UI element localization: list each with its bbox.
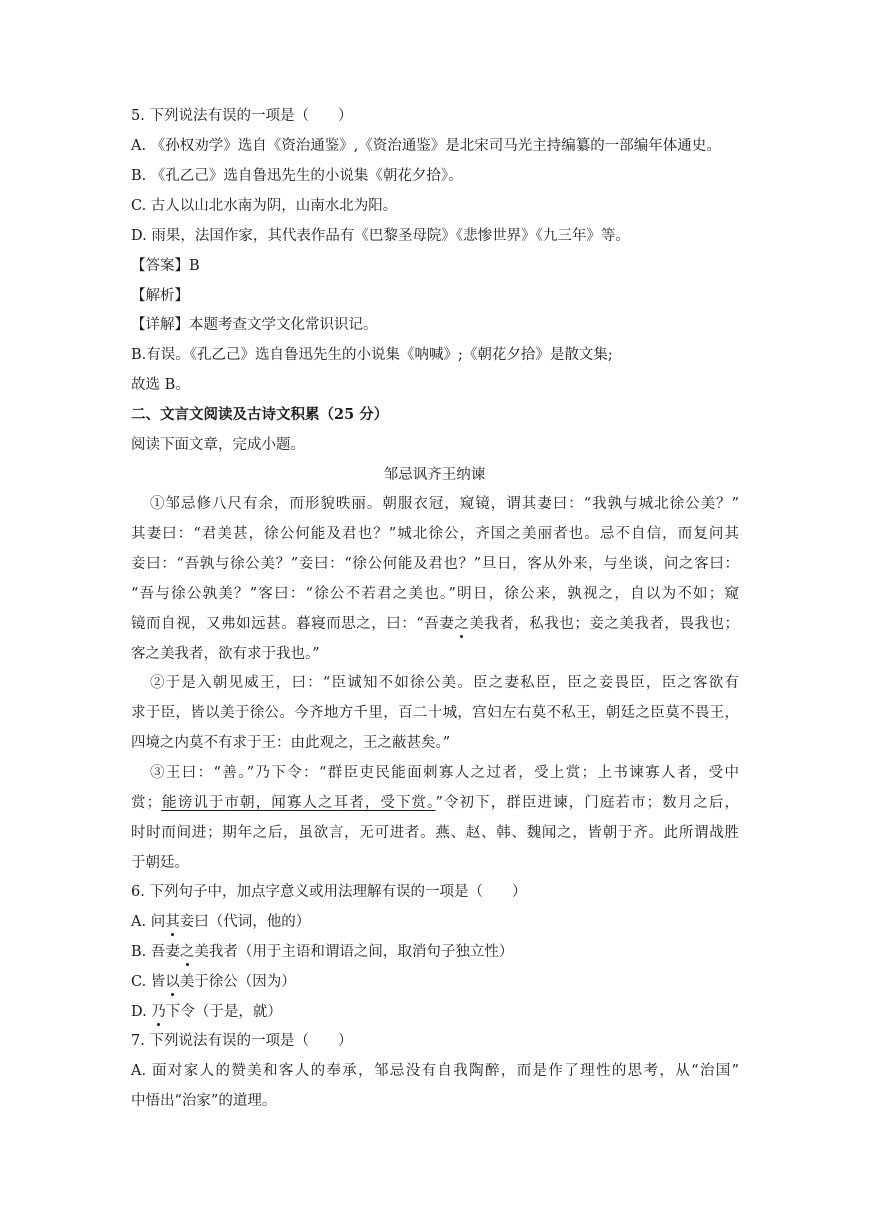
option-text: 美我者（用于主语和谓语之间，取消句子独立性） — [194, 944, 514, 960]
passage-p3-line: ③王曰：“善。”乃下令：“群臣吏民能面刺寡人之过者，受上赏；上书谏寡人者，受中 — [150, 765, 739, 781]
passage-p3-line: 时时而间进；期年之后，虽欲言，无可进者。燕、赵、韩、魏闻之，皆朝于齐。此所谓战胜 — [131, 825, 739, 841]
q5-detail: 【详解】本题考查文学文化常识识记。 — [131, 317, 378, 333]
q6-option-b — [131, 942, 513, 962]
q5-explanation: B.有误。《孔乙己》选自鲁迅先生的小说集《呐喊》;《朝花夕拾》是散文集; — [131, 347, 613, 363]
q6-option-d — [131, 1002, 282, 1022]
passage-p3-line: 于朝廷。 — [131, 855, 189, 871]
emphasis-dot-char: 其 — [165, 914, 180, 930]
option-text: 妾曰（代词，他的） — [179, 914, 311, 930]
q5-choice: 故选 B。 — [131, 377, 190, 393]
passage-text: ”令初下，群臣进谏，门庭若市；数月之后， — [435, 795, 740, 811]
passage-p1-line: 客之美我者，欲有求于我也。” — [131, 646, 320, 662]
q5-option-d: D. 雨果，法国作家，其代表作品有《巴黎圣母院》《悲惨世界》《九三年》等。 — [131, 228, 630, 244]
passage-p1-line: 妾曰：“吾孰与徐公美？”妾曰：“徐公何能及君也？”旦日，客从外来，与坐谈，问之客曰： — [131, 556, 739, 572]
q6-option-c — [131, 972, 296, 992]
q5-stem: 5. 下列说法有误的一项是（ ） — [131, 108, 353, 124]
q7-option-a-continued: 中悟出“治家”的道理。 — [131, 1093, 277, 1109]
passage-title: 邹忌讽齐王纳谏 — [383, 467, 486, 483]
section-heading: 二、文言文阅读及古诗文积累（25 分） — [131, 406, 389, 423]
passage-p1-line: ①邹忌修八尺有余，而形貌昳丽。朝服衣冠，窥镜，谓其妻曰：“我孰与城北徐公美？” — [150, 496, 739, 512]
passage-p3-line — [131, 793, 739, 813]
option-text: 美于徐公（因为） — [179, 974, 296, 990]
passage-text: 镜而自视，又弗如远甚。暮寝而思之，曰：“吾妻 — [131, 616, 455, 632]
option-text: A. 问 — [131, 914, 166, 930]
underlined-sentence: 能谤讥于市朝，闻寡人之耳者，受下赏。 — [161, 795, 436, 811]
passage-text: 赏； — [131, 795, 162, 811]
q5-option-b: B. 《孔乙己》选自鲁迅先生的小说集《朝花夕拾》。 — [131, 168, 463, 184]
passage-text: 美我者，私我也；妾之美我者，畏我也； — [468, 616, 739, 632]
q5-option-c: C. 古人以山北水南为阴，山南水北为阳。 — [131, 198, 398, 214]
passage-p1-line — [131, 614, 739, 634]
q6-option-a — [131, 912, 310, 932]
q7-stem: 7. 下列说法有误的一项是（ ） — [131, 1033, 353, 1049]
reading-instruction: 阅读下面文章，完成小题。 — [131, 437, 305, 453]
emphasis-dot-char: 之 — [179, 944, 195, 960]
q5-option-a: A. 《孙权劝学》选自《资治通鉴》,《资治通鉴》是北宋司马光主持编纂的一部编年体通史。 — [131, 138, 721, 154]
emphasis-dot-char: 乃 — [151, 1004, 166, 1020]
q5-answer: 【答案】B — [131, 258, 200, 274]
emphasis-dot-char: 之 — [454, 616, 469, 632]
option-text: B. 吾妻 — [131, 944, 180, 960]
emphasis-dot-char: 以 — [165, 974, 180, 990]
passage-p1-line: “吾与徐公孰美？”客曰：“徐公不若君之美也。”明日，徐公来，孰视之，自以为不如；窥 — [131, 586, 739, 602]
option-text: C. 皆 — [131, 974, 166, 990]
passage-p2-line: 求于臣，皆以美于徐公。今齐地方千里，百二十城，宫妇左右莫不私王，朝廷之臣莫不畏王， — [131, 705, 739, 721]
option-text: D. — [131, 1004, 152, 1020]
passage-p2-line: ②于是入朝见威王，曰：“臣诚知不如徐公美。臣之妻私臣，臣之妾畏臣，臣之客欲有 — [150, 675, 739, 691]
option-text: 下令（于是，就） — [165, 1004, 282, 1020]
passage-p2-line: 四境之内莫不有求于王：由此观之，王之蔽甚矣。” — [131, 735, 451, 751]
q5-analysis-label: 【解析】 — [131, 288, 189, 304]
passage-p1-line: 其妻曰：“君美甚，徐公何能及君也？”城北徐公，齐国之美丽者也。忌不自信，而复问其 — [131, 526, 739, 542]
q6-stem: 6. 下列句子中，加点字意义或用法理解有误的一项是（ ） — [131, 884, 527, 900]
q7-option-a: A. 面对家人的赞美和客人的奉承，邹忌没有自我陶醉，而是作了理性的思考，从“治国” — [131, 1063, 739, 1079]
